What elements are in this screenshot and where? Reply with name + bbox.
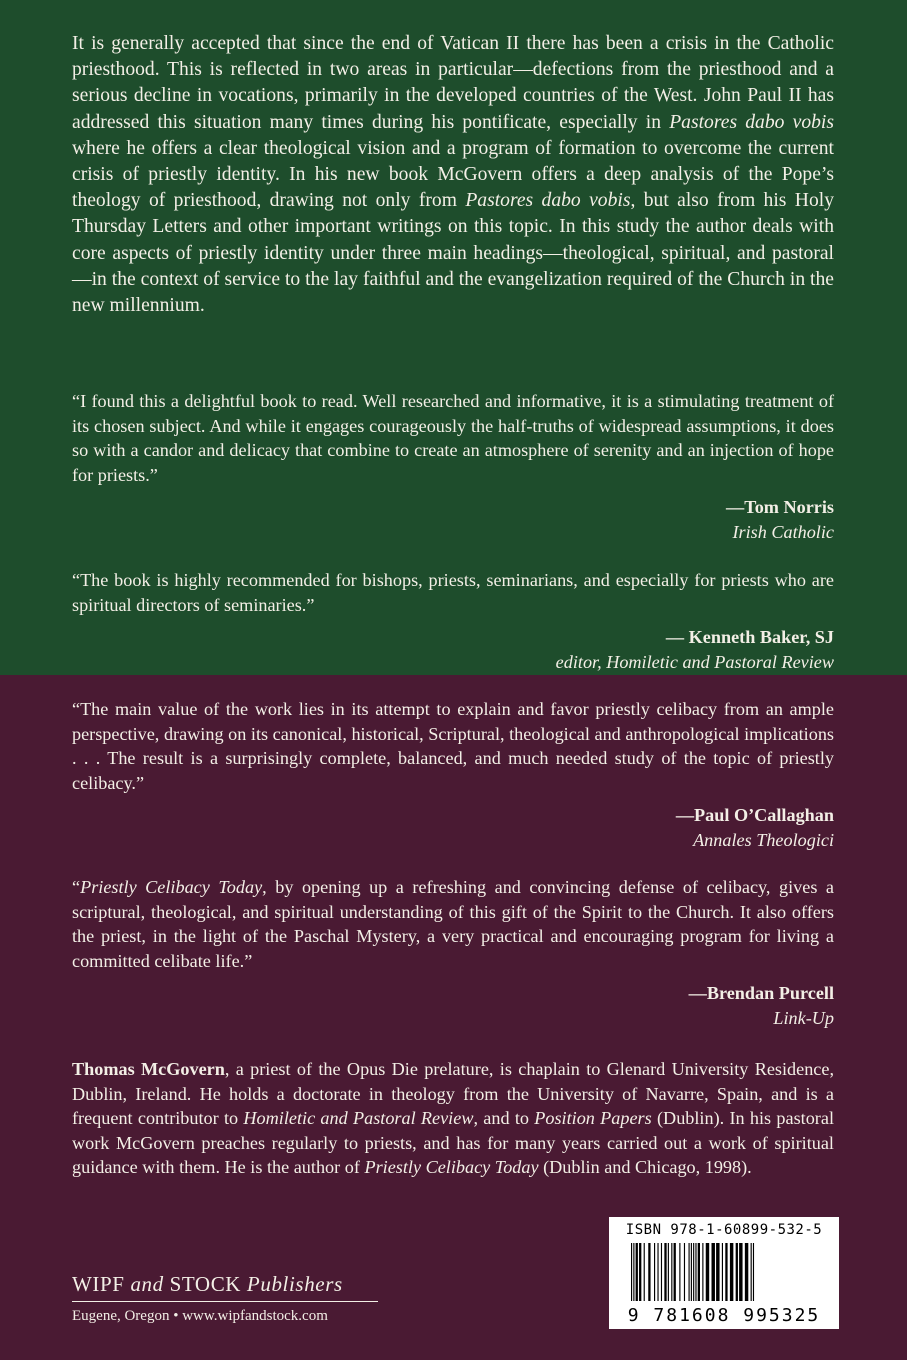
- barcode-bar: [668, 1243, 669, 1301]
- barcode-bars: [625, 1243, 823, 1305]
- barcode-bar: [702, 1243, 703, 1301]
- barcode-bar: [631, 1243, 632, 1301]
- barcode-bar: [644, 1243, 645, 1301]
- review-quote-4: [72, 875, 834, 1031]
- barcode-bar: [684, 1243, 685, 1301]
- barcode-bar: [691, 1243, 692, 1301]
- quote-text: “I found this a delightful book to read. Well researched and informative, it is a stimulating treatment of its chosen subject. And while it engages courageously the half-truths of widespread assumptions, it does so with a candor and delicacy that combine to create an atmosphere of serenity and an injection of hope for priests.”: [72, 391, 834, 485]
- barcode-bar: [657, 1243, 658, 1301]
- barcode-bar: [722, 1243, 723, 1301]
- isbn-barcode: [609, 1217, 839, 1329]
- intro-paragraph: [72, 31, 834, 319]
- quote-attribution-source: Link-Up: [773, 1007, 834, 1028]
- barcode-bar: [695, 1243, 696, 1301]
- barcode-bar: [654, 1243, 655, 1301]
- barcode-bar: [751, 1243, 752, 1301]
- intro-italic-title-1: Pastores dabo vobis: [669, 111, 834, 133]
- barcode-bar: [633, 1243, 634, 1301]
- quote-attribution-source: Irish Catholic: [732, 521, 834, 542]
- ean-number: 9 781608 995325: [627, 1305, 821, 1326]
- intro-text-2: where he offers a clear theological vision and a program of formation to overcome the current crisis of priestly identity. In his new book McGovern offers a deep analysis of the Pope’s theology of priesthood, drawing not only from: [72, 137, 834, 212]
- review-quote-2: [72, 568, 834, 674]
- quote-attribution-source: Annales Theologici: [693, 829, 834, 850]
- author-bio: Thomas McGovern, a priest of the Opus Die prelature, is chaplain to Glenard University Residence, Dublin, Ireland. He holds a doctorate in theology from the University of Navarre, Spain, and is a frequent contributor to Homiletic and Pastoral Review, and to Position Papers (Dublin). In his pastoral work McGovern preaches regularly to priests, and has for many years carried out a work of spiritual guidance with them. He is the author of Priestly Celibacy Today (Dublin and Chicago, 1998).: [72, 1059, 834, 1178]
- barcode-bar: [739, 1243, 742, 1301]
- quote-attribution-name: — Kenneth Baker, SJ: [665, 627, 834, 648]
- barcode-bar: [725, 1243, 727, 1301]
- barcode-bar: [648, 1243, 650, 1301]
- barcode-bar: [712, 1243, 715, 1301]
- barcode-bar: [636, 1243, 638, 1301]
- barcode-bar: [639, 1243, 641, 1301]
- barcode-bar: [753, 1243, 754, 1301]
- quote-attribution-name: —Paul O’Callaghan: [675, 805, 834, 826]
- quote-italic-title: Priestly Celibacy Today: [80, 877, 263, 897]
- review-quote-3: [72, 697, 834, 853]
- author-name: Thomas McGovern: [72, 1059, 225, 1079]
- quote-text: “The main value of the work lies in its attempt to explain and favor priestly celibacy from an ample perspective, drawing on its canonical, historical, Scriptural, theological and anthropological implications . . . The result is a surprisingly complete, balanced, and much needed study of the topic of priestly celibacy.”: [72, 699, 834, 793]
- barcode-bar: [661, 1243, 662, 1301]
- barcode-bar: [693, 1243, 694, 1301]
- barcode-bar: [730, 1243, 733, 1301]
- publisher-name: WIPF and STOCK Publishers: [72, 1272, 343, 1296]
- barcode-bar: [679, 1243, 680, 1301]
- quote-attribution-name: —Tom Norris: [726, 497, 834, 518]
- barcode-bar: [698, 1243, 700, 1301]
- quote-text: “Priestly Celibacy Today, by opening up a refreshing and convincing defense of celibacy, gives a scriptural, theological, and spiritual understanding of this gift of the Spirit to the Church. It also offers the priest, in the light of the Paschal Mystery, a very practical and encouraging program for living a committed celibate life.”: [72, 877, 834, 971]
- barcode-bar: [671, 1243, 672, 1301]
- barcode-bar: [706, 1243, 709, 1301]
- barcode-bar: [664, 1243, 666, 1301]
- barcode-bar: [736, 1243, 738, 1301]
- publisher-location: Eugene, Oregon • www.wipfandstock.com: [72, 1308, 328, 1324]
- barcode-bar: [745, 1243, 748, 1301]
- quote-attribution-name: —Brendan Purcell: [688, 983, 834, 1004]
- review-quote-1: [72, 389, 834, 545]
- publisher-logo: [72, 1270, 392, 1326]
- intro-text-3: , but also from his Holy Thursday Letters and other important writings on this topic. In this study the author deals with core aspects of priestly identity under three main headings—theological, spiritual, and pastoral—in the context of service to the lay faithful and the evangelization required of the Church in the new millennium.: [72, 190, 834, 317]
- isbn-number: ISBN 978-1-60899-532-5: [625, 1222, 823, 1238]
- publisher-rule: [72, 1301, 378, 1302]
- intro-italic-title-2: Pastores dabo vobis: [465, 190, 631, 212]
- quote-attribution-source: editor, Homiletic and Pastoral Review: [555, 651, 834, 672]
- intro-text-1: It is generally accepted that since the end of Vatican II there has been a crisis in the Catholic priesthood. This is reflected in two areas in particular—defections from the priesthood and a serious decline in vocations, primarily in the developed countries of the West. John Paul II has addressed this situation many times during his pontificate, especially in: [72, 33, 834, 133]
- barcode-bar: [716, 1243, 719, 1301]
- barcode-bar: [689, 1243, 690, 1301]
- barcode-bar: [674, 1243, 676, 1301]
- quote-text: “The book is highly recommended for bishops, priests, seminarians, and especially for priests who are spiritual directors of seminaries.”: [72, 570, 834, 615]
